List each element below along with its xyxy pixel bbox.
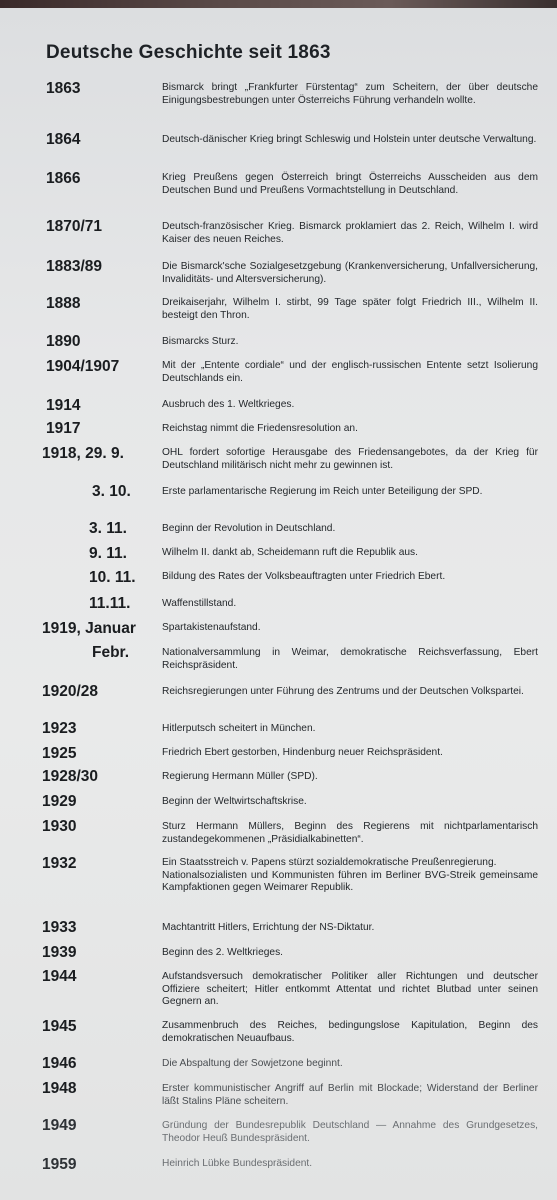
entry-year: 1919, Januar (42, 620, 136, 637)
entry-text: Sturz Hermann Müllers, Beginn des Regierens mit nichtparlamentarisch zustandegekommenen „Präsidialkabinetten“. (162, 821, 538, 845)
entry-year: 1890 (46, 333, 81, 350)
entry-text: Ausbruch des 1. Weltkrieges. (162, 399, 295, 410)
entry-text: Aufstandsversuch demokratischer Politiker aller Richtungen und deutscher Offiziere scheitert; Hitler entkommt Attentat und richtet Blutbad unter seinen Gegnern an. (162, 971, 538, 1008)
entry-year: 1864 (46, 131, 81, 148)
entry-text: Beginn der Weltwirtschaftskrise. (162, 796, 307, 807)
entry-text: Die Abspaltung der Sowjetzone beginnt. (162, 1058, 343, 1069)
entry-year: 3. 10. (92, 483, 131, 500)
entry-text: Deutsch-dänischer Krieg bringt Schleswig und Holstein unter deutsche Verwaltung. (162, 134, 537, 145)
entry-year: 10. 11. (89, 569, 136, 586)
entry-text: Deutsch-französischer Krieg. Bismarck proklamiert das 2. Reich, Wilhelm I. wird Kaiser des neuen Reiches. (162, 221, 538, 245)
entry-year: 1948 (42, 1080, 77, 1097)
entry-year: 1870/71 (46, 218, 103, 235)
entry-text: Beginn der Revolution in Deutschland. (162, 523, 336, 534)
entry-year: 1925 (42, 745, 77, 762)
entry-year: 1933 (42, 919, 77, 936)
page-title: Deutsche Geschichte seit 1863 (46, 42, 331, 63)
entry-year: 1918, 29. 9. (42, 445, 124, 462)
entry-text: Dreikaiserjahr, Wilhelm I. stirbt, 99 Tage später folgt Friedrich III., Wilhelm II. besteigt den Thron. (162, 297, 538, 321)
entry-year: 1946 (42, 1055, 77, 1072)
top-frame-bar (0, 0, 557, 8)
entry-text: Nationalversammlung in Weimar, demokratische Reichsverfassung, Ebert Reichspräsident. (162, 647, 538, 671)
entry-year: 1928/30 (42, 768, 99, 785)
entry-year: 1945 (42, 1018, 77, 1035)
entry-text: Reichstag nimmt die Friedensresolution an. (162, 423, 358, 434)
entry-text: Heinrich Lübke Bundespräsident. (162, 1158, 313, 1169)
entry-year: 1883/89 (46, 258, 103, 275)
entry-year: 1920/28 (42, 683, 99, 700)
entry-text: Krieg Preußens gegen Österreich bringt Österreichs Ausscheiden aus dem Deutschen Bund und Preußens Vormachtstellung in Deutschland. (162, 172, 538, 196)
entry-text: Machtantritt Hitlers, Errichtung der NS-Diktatur. (162, 922, 375, 933)
entry-text: Bildung des Rates der Volksbeauftragten unter Friedrich Ebert. (162, 571, 446, 582)
entry-text: Spartakistenaufstand. (162, 622, 261, 633)
entry-text: Erste parlamentarische Regierung im Reich unter Beteiligung der SPD. (162, 486, 483, 497)
entry-year: 1949 (42, 1117, 77, 1134)
entry-text: Beginn des 2. Weltkrieges. (162, 947, 283, 958)
entry-year: 1914 (46, 397, 81, 414)
entry-year: 11.11. (89, 595, 131, 612)
entry-year: 1944 (42, 968, 77, 985)
entry-text: Regierung Hermann Müller (SPD). (162, 771, 318, 782)
entry-year: 1917 (46, 420, 81, 437)
entry-year: 1888 (46, 295, 81, 312)
entry-text: Bismarcks Sturz. (162, 336, 239, 347)
entry-text: Die Bismarck'sche Sozialgesetzgebung (Krankenversicherung, Unfallversicherung, Invaliditäts- und Altersversicherung). (162, 261, 538, 285)
entry-year: 1939 (42, 944, 77, 961)
entry-year: 1904/1907 (46, 358, 120, 375)
entry-year: 1923 (42, 720, 77, 737)
entry-year: 3. 11. (89, 520, 127, 537)
entry-text: Zusammenbruch des Reiches, bedingungslose Kapitulation, Beginn des demokratischen Neuaufbaus. (162, 1020, 538, 1044)
entry-text: Waffenstillstand. (162, 598, 237, 609)
entry-text: Wilhelm II. dankt ab, Scheidemann ruft die Republik aus. (162, 547, 418, 558)
entry-text: Erster kommunistischer Angriff auf Berlin mit Blockade; Widerstand der Berliner läßt Stalins Pläne scheitern. (162, 1083, 538, 1107)
entry-text: Mit der „Entente cordiale“ und der englisch-russischen Entente setzt Isolierung Deutschlands ein. (162, 360, 538, 384)
entry-year: 1930 (42, 818, 77, 835)
entry-text: Friedrich Ebert gestorben, Hindenburg neuer Reichspräsident. (162, 747, 443, 758)
entry-text: OHL fordert sofortige Herausgabe des Friedensangebotes, da der Krieg für Deutschland militärisch nicht mehr zu gewinnen ist. (162, 447, 538, 471)
entry-text: Gründung der Bundesrepublik Deutschland — Annahme des Grundgesetzes, Theodor Heuß Bundespräsident. (162, 1120, 538, 1144)
entry-year: 1959 (42, 1156, 77, 1173)
entry-text: Hitlerputsch scheitert in München. (162, 723, 316, 734)
entry-year: Febr. (92, 644, 130, 661)
entry-year: 9. 11. (89, 545, 127, 562)
entry-year: 1866 (46, 170, 81, 187)
entry-text: Bismarck bringt „Frankfurter Fürstentag“ zum Scheitern, der über deutsche Einigungsbestrebungen unter Österreichs Führung verhandeln wollte. (162, 82, 538, 106)
entry-year: 1863 (46, 80, 81, 97)
entry-year: 1932 (42, 855, 77, 872)
entry-year: 1929 (42, 793, 77, 810)
entry-text: Reichsregierungen unter Führung des Zentrums und der Deutschen Volkspartei. (162, 686, 524, 697)
entry-text: Ein Staatsstreich v. Papens stürzt sozialdemokratische Preußenregierung. Nationalsozialisten und Kommunisten führen im Berliner BVG-Streik gemeinsame Kampfaktionen gegen Weimarer Republik. (162, 857, 538, 894)
